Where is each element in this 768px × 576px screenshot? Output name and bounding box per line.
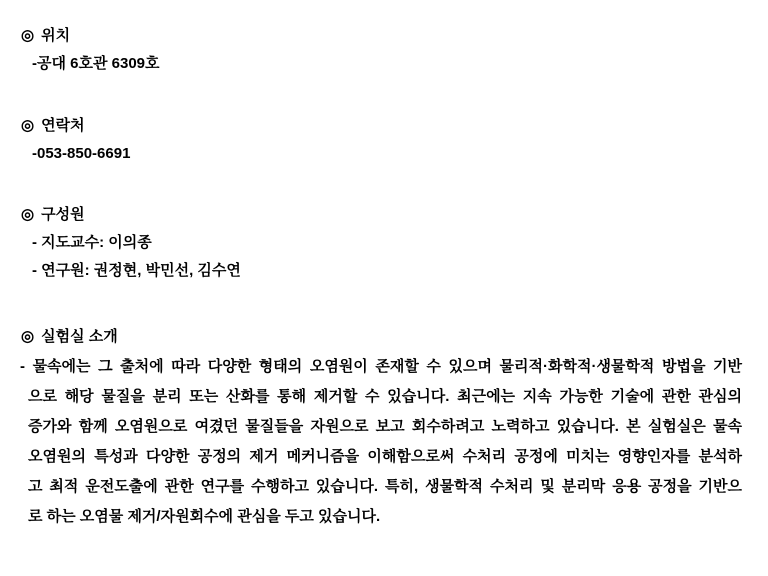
members-researchers-item: - 연구원: 권정현, 박민선, 김수연 (32, 262, 241, 279)
members-advisor-item: - 지도교수: 이의종 (32, 234, 152, 251)
contact-title (0, 116, 768, 136)
location-title-text: 위치 (41, 27, 71, 44)
intro-paragraph (0, 352, 768, 532)
location-value: -공대 6호관 6309호 (32, 55, 160, 72)
lab-intro-title-text: 실험실 소개 (41, 328, 118, 345)
intro-paragraph-line: 으로 해당 물질을 분리 또는 산화를 통해 제거할 수 있습니다. 최근에는 지속 가능한 기술에 관한 관심의 (28, 388, 742, 405)
intro-paragraph-line: 로 하는 오염물 제거/자원회수에 관심을 두고 있습니다. (28, 508, 381, 525)
section-lab-intro (0, 327, 768, 532)
double-circle-bullet-icon: ◎ (21, 206, 35, 223)
members-title (0, 205, 768, 225)
intro-paragraph-line: 오염원의 특성과 다양한 공정의 제거 메커니즘을 이해함으로써 수처리 공정에 미치는 영향인자를 분석하 (28, 448, 742, 465)
intro-paragraph-line: 고 최적 운전도출에 관한 연구를 수행하고 있습니다. 특히, 생물학적 수처리 및 분리막 응용 공정을 기반으 (28, 478, 742, 495)
section-location (0, 26, 768, 74)
contact-phone-value: -053-850-6691 (32, 145, 131, 162)
section-contact (0, 116, 768, 164)
double-circle-bullet-icon: ◎ (21, 27, 35, 44)
location-title (0, 26, 768, 46)
double-circle-bullet-icon: ◎ (21, 328, 35, 345)
contact-title-text: 연락처 (41, 117, 85, 134)
members-title-text: 구성원 (41, 206, 85, 223)
intro-paragraph-line: - 물속에는 그 출처에 따라 다양한 형태의 오염원이 존재할 수 있으며 물리적·화학적·생물학적 방법을 기반 (20, 358, 742, 375)
section-members (0, 205, 768, 281)
double-circle-bullet-icon: ◎ (21, 117, 35, 134)
intro-paragraph-line: 증가와 함께 오염원으로 여겼던 물질들을 자원으로 보고 회수하려고 노력하고 있습니다. 본 실험실은 물속 (28, 418, 742, 435)
lab-intro-title (0, 327, 768, 347)
